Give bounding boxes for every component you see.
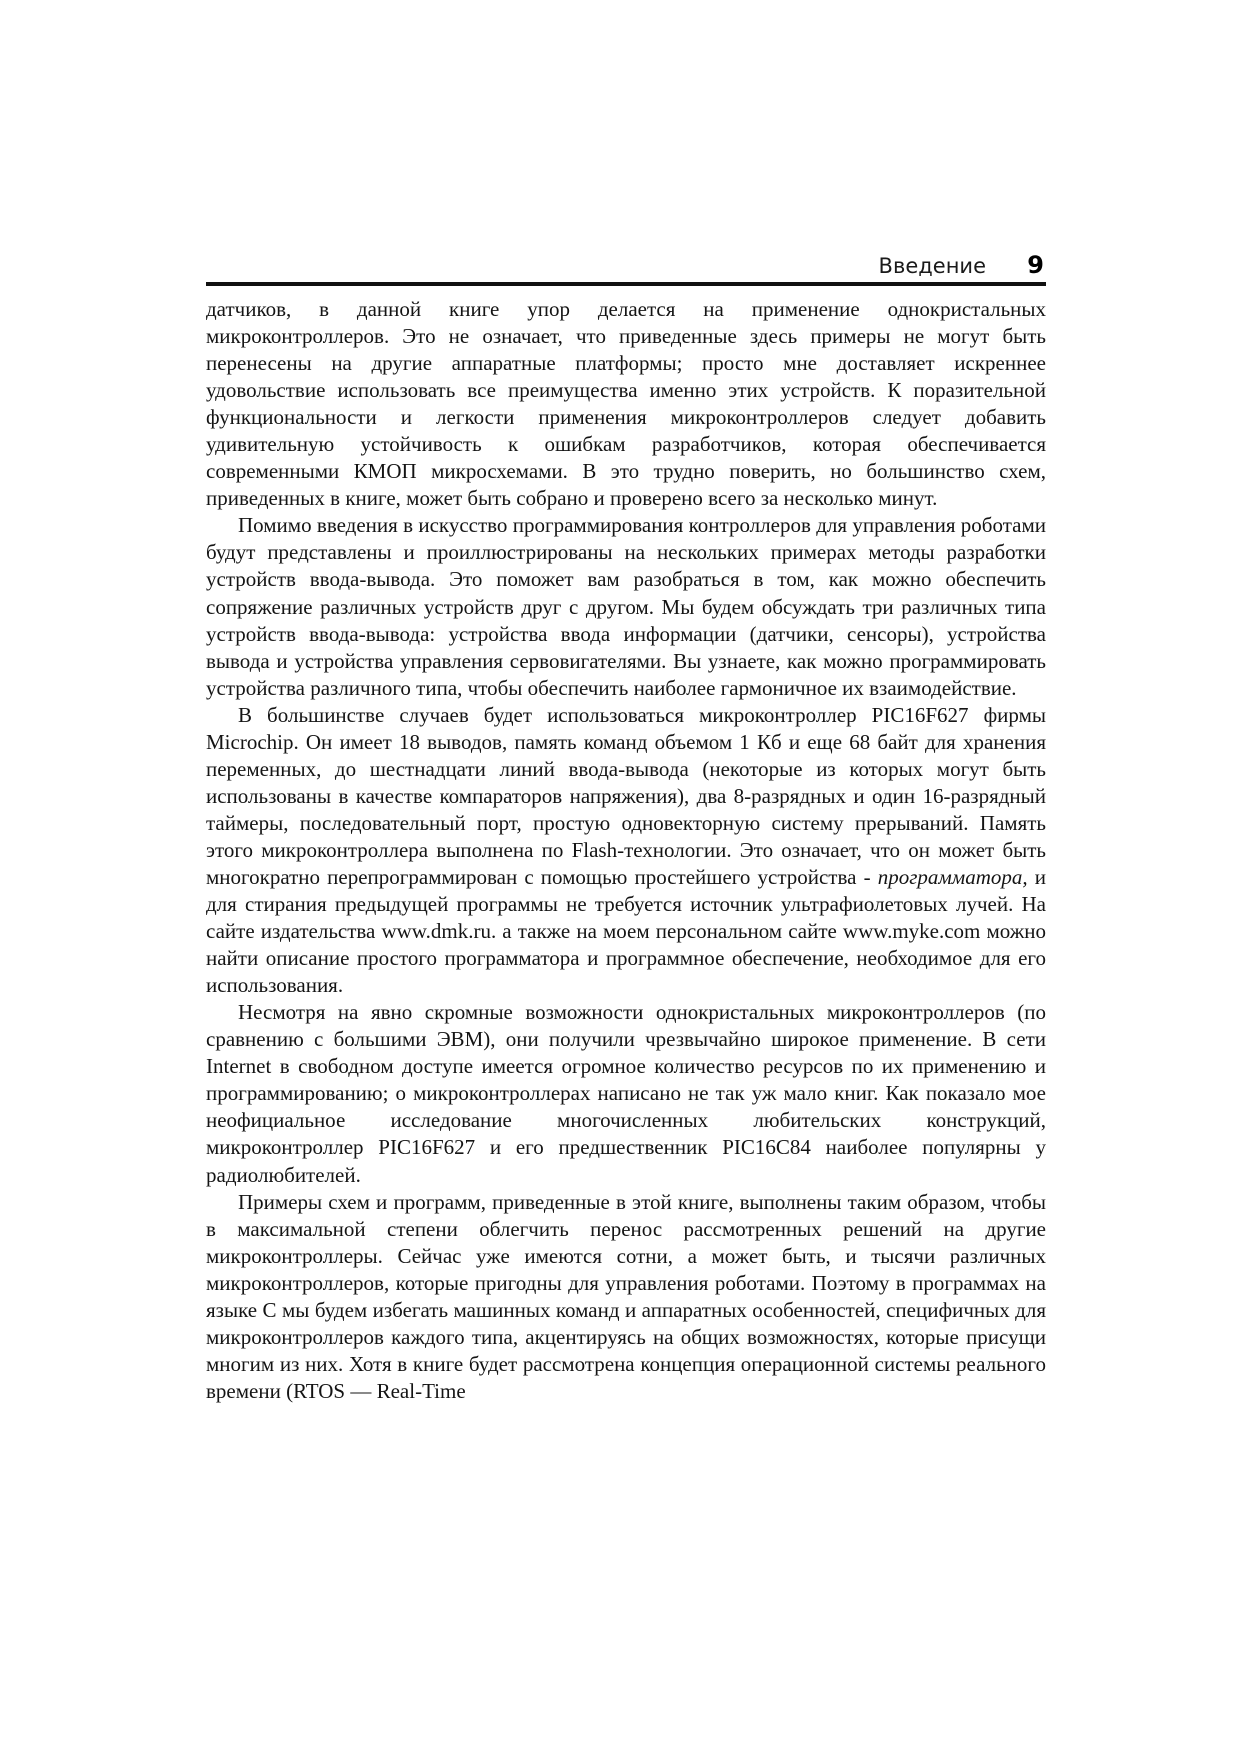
page-header — [206, 252, 1046, 282]
paragraph-5: Примеры схем и программ, приведенные в этой книге, выполнены таким образом, чтобы в максимальной степени облегчить перенос рассмотренных решений на другие микроконтроллеры. Сейчас уже имеются сотни, а может быть, и тысячи различных микроконтроллеров, которые пригодны для управления роботами. Поэтому в программах на языке С мы будем избегать машинных команд и аппаратных особенностей, специфичных для микроконтроллеров каждого типа, акцентируясь на общих возможностях, которые присущи многим из них. Хотя в книге будет рассмотрена концепция операционной системы реального времени (RTOS — Real-Time — [206, 1189, 1046, 1403]
header-rule — [206, 282, 1046, 286]
paragraph-3-text-before: В большинстве случаев будет использоваться микроконтроллер PIC16F627 фирмы Microchip. Он имеет 18 выводов, память команд объемом 1 Кб и еще 68 байт для хранения переменных, до шестнадцати линий ввода-вывода (некоторые из которых могут быть использованы в качестве компараторов напряжения), два 8-разрядных и один 16-разрядный таймеры, последовательный порт, простую одновекторную систему прерываний. Память этого микроконтроллера выполнена по Flash-технологии. Это означает, что он может быть многократно перепрограммирован с помощью простейшего устройства - — [206, 702, 1046, 889]
body-text — [206, 296, 1046, 1405]
paragraph-1: датчиков, в данной книге упор делается на применение однокристальных микроконтроллеров. Это не означает, что приведенные здесь примеры не могут быть перенесены на другие аппаратные платформы; просто мне доставляет искреннее удовольствие использовать все преимущества именно этих устройств. К поразительной функциональности и легкости применения микроконтроллеров следует добавить удивительную устойчивость к ошибкам разработчиков, которая обеспечивается современными КМОП микросхемами. В это трудно поверить, но большинство схем, приведенных в книге, может быть собрано и проверено всего за несколько минут. — [206, 297, 1046, 511]
paragraph-3-text-after: и для стирания предыдущей программы не требуется источник ультрафиолетовых лучей. На сайте издательства www.dmk.ru. а также на моем персональном сайте www.myke.com можно найти описание простого программатора и программное обеспечение, необходимое для его использования. — [206, 864, 1046, 998]
running-title: Введение — [878, 254, 986, 278]
paragraph-4: Несмотря на явно скромные возможности однокристальных микроконтроллеров (по сравнению с большими ЭВМ), они получили чрезвычайно широкое применение. В сети Internet в свободном доступе имеется огромное количество ресурсов по их применению и программированию; о микроконтроллерах написано не так уж мало книг. Как показало мое неофициальное исследование многочисленных любительских конструкций, микроконтроллер PIC16F627 и его предшественник PIC16C84 наиболее популярны у радиолюбителей. — [206, 1000, 1046, 1187]
paragraph-3-emphasis: программатора, — [877, 864, 1028, 889]
paragraph-3 — [206, 702, 1046, 1000]
page-number: 9 — [1027, 251, 1044, 279]
paragraph-2: Помимо введения в искусство программирования контроллеров для управления роботами будут представлены и проиллюстрированы на нескольких примерах методы разработки устройств ввода-вывода. Это поможет вам разобраться в том, как можно обеспечить сопряжение различных устройств друг с другом. Мы будем обсуждать три различных типа устройств ввода-вывода: устройства ввода информации (датчики, сенсоры), устройства вывода и устройства управления сервовигателями. Вы узнаете, как можно программировать устройства различного типа, чтобы обеспечить наиболее гармоничное их взаимодействие. — [206, 513, 1046, 700]
